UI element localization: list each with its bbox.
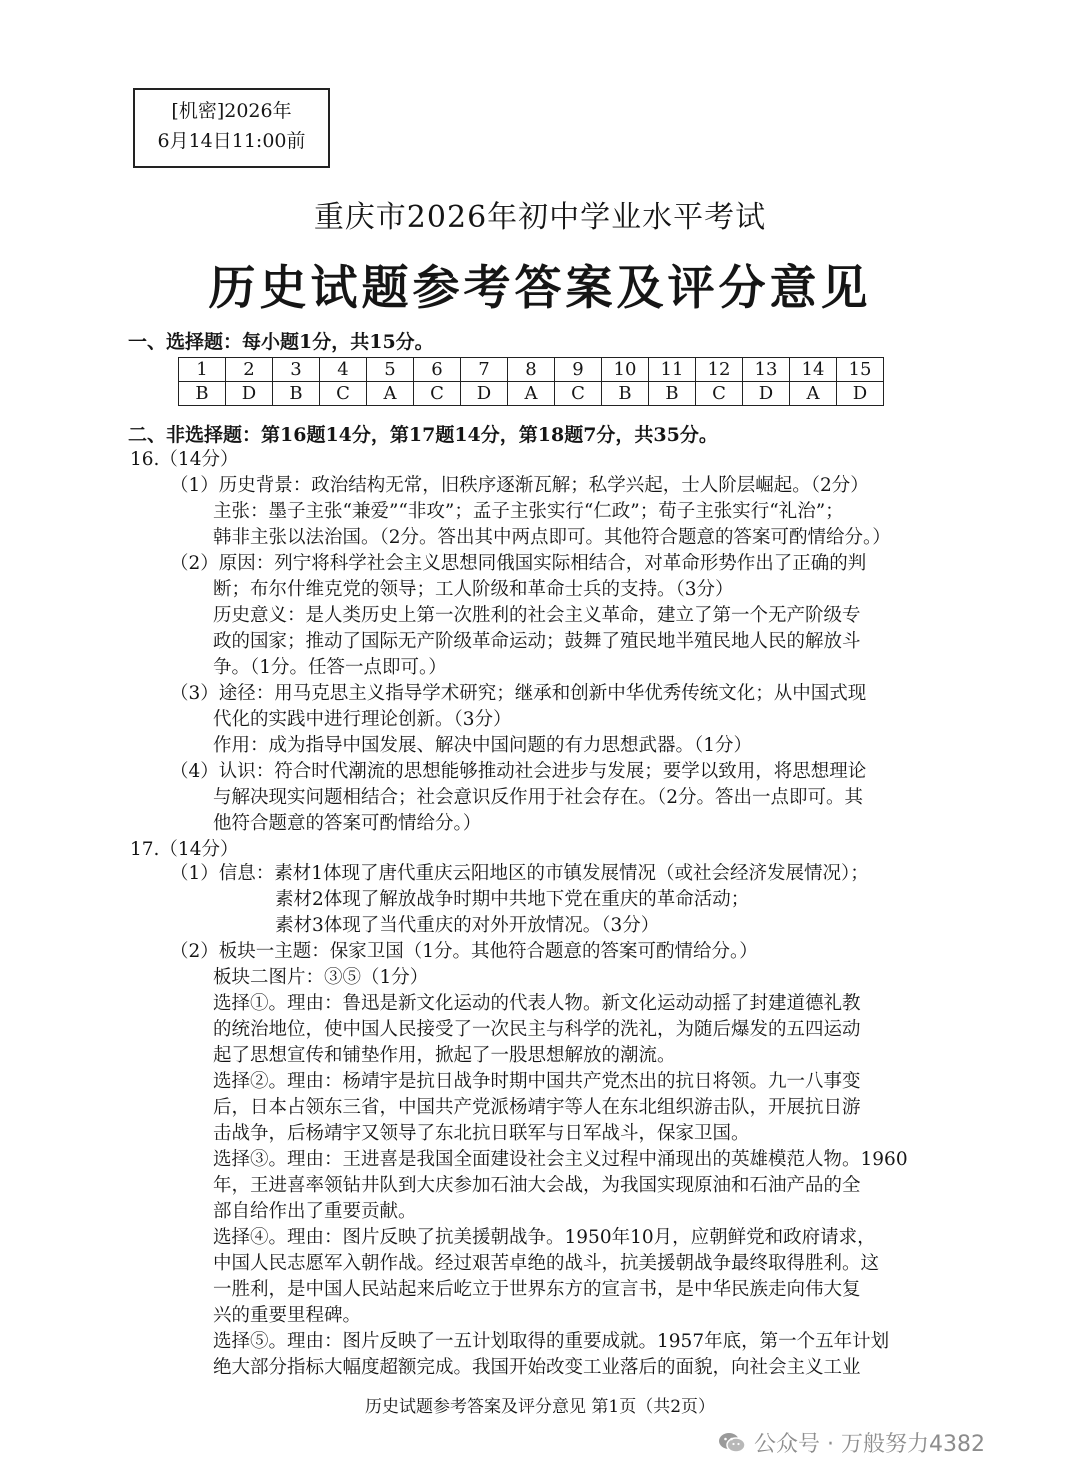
confidential-line-1: [机密]2026年 [171, 100, 292, 122]
answer-table-number-cell: 5 [367, 358, 414, 382]
q17-choice3-line3: 部自给作出了重要贡献。 [213, 1201, 417, 1222]
document-title: 历史试题参考答案及评分意见 [208, 261, 872, 316]
confidential-stamp-box [133, 88, 330, 168]
page-footer: 历史试题参考答案及评分意见 第1页（共2页） [364, 1397, 716, 1417]
answer-table-answer-cell: D [743, 382, 790, 406]
q17-choice4-line1: 选择④。理由：图片反映了抗美援朝战争。1950年10月，应朝鲜党和政府请求， [213, 1227, 876, 1248]
q17-part2-line1: （2）板块一主题：保家卫国（1分。其他符合题意的答案可酌情给分。） [170, 941, 758, 962]
answer-table-answer-cell: C [414, 382, 461, 406]
answer-table-answer-cell: C [555, 382, 602, 406]
q17-part1-line1: （1）信息：素材1体现了唐代重庆云阳地区的市镇发展情况（或社会经济发展情况）； [170, 863, 869, 884]
q17-part1-line3: 素材3体现了当代重庆的对外开放情况。（3分） [275, 915, 660, 936]
section-1-heading: 一、选择题：每小题1分，共15分。 [128, 331, 434, 353]
q17-choice4-line3: 一胜利，是中国人民站起来后屹立于世界东方的宣言书，是中华民族走向伟大复 [213, 1279, 861, 1300]
answer-table-number-cell: 1 [179, 358, 226, 382]
answer-table-number-cell: 7 [461, 358, 508, 382]
answer-table-number-cell: 8 [508, 358, 555, 382]
q17-choice5-line1: 选择⑤。理由：图片反映了一五计划取得的重要成就。1957年底，第一个五年计划 [213, 1331, 890, 1352]
answer-table-answer-cell: C [320, 382, 367, 406]
answer-table-answer-cell: C [696, 382, 743, 406]
q17-part1-line2: 素材2体现了解放战争时期中共地下党在重庆的革命活动； [275, 889, 750, 910]
confidential-line-2: 6月14日11:00前 [157, 130, 306, 152]
answer-table-number-cell: 3 [273, 358, 320, 382]
q16-part2-line1: （2）原因：列宁将科学社会主义思想同俄国实际相结合，对革命形势作出了正确的判 [170, 553, 867, 574]
answer-table-answer-cell: B [273, 382, 320, 406]
q17-choice2-line3: 击战争，后杨靖宇又领导了东北抗日联军与日军战斗，保家卫国。 [213, 1123, 750, 1144]
exam-title: 重庆市2026年初中学业水平考试 [313, 200, 767, 235]
q16-part4-line2: 与解决现实问题相结合；社会意识反作用于社会存在。（2分。答出一点即可。其 [213, 787, 864, 808]
q16-part4-line3: 他符合题意的答案可酌情给分。） [213, 813, 482, 834]
wechat-icon [718, 1431, 746, 1455]
q16-part4-line1: （4）认识：符合时代潮流的思想能够推动社会进步与发展；要学以致用，将思想理论 [170, 761, 867, 782]
q16-part2-line3: 历史意义：是人类历史上第一次胜利的社会主义革命，建立了第一个无产阶级专 [213, 605, 861, 626]
answer-table-number-cell: 13 [743, 358, 790, 382]
answer-table-number-cell: 10 [602, 358, 649, 382]
answer-table-answer-cell: D [226, 382, 273, 406]
q17-choice4-line4: 兴的重要里程碑。 [213, 1305, 362, 1326]
answer-table-answer-cell: D [837, 382, 884, 406]
answer-table-answer-cell: B [179, 382, 226, 406]
q17-choice1-line2: 的统治地位，使中国人民接受了一次民主与科学的洗礼，为随后爆发的五四运动 [213, 1019, 861, 1040]
q17-choice2-line1: 选择②。理由：杨靖宇是抗日战争时期中国共产党杰出的抗日将领。九一八事变 [213, 1071, 861, 1092]
q17-choice3-line2: 年，王进喜率领钻井队到大庆参加石油大会战，为我国实现原油和石油产品的全 [213, 1175, 861, 1196]
q17-header: 17.（14分） [130, 839, 239, 860]
answer-table-number-cell: 15 [837, 358, 884, 382]
answer-table-answer-cell: B [649, 382, 696, 406]
answer-table-answer-cell: A [367, 382, 414, 406]
answer-table-number-cell: 12 [696, 358, 743, 382]
answer-table-answer-row [179, 382, 884, 406]
q16-part2-line4: 政的国家；推动了国际无产阶级革命运动；鼓舞了殖民地半殖民地人民的解放斗 [213, 631, 861, 652]
wechat-watermark [718, 1427, 985, 1458]
q16-part1-line2: 主张：墨子主张“兼爱”“非攻”；孟子主张实行“仁政”；荀子主张实行“礼治”； [213, 501, 844, 522]
answer-table-number-cell: 14 [790, 358, 837, 382]
answer-table-number-cell: 9 [555, 358, 602, 382]
q17-choice1-line3: 起了思想宣传和铺垫作用，掀起了一股思想解放的潮流。 [213, 1045, 676, 1066]
q16-part2-line2: 断；布尔什维克党的领导；工人阶级和革命士兵的支持。（3分） [213, 579, 734, 600]
q17-choice4-line2: 中国人民志愿军入朝作战。经过艰苦卓绝的战斗，抗美援朝战争最终取得胜利。这 [213, 1253, 880, 1274]
q16-part1-line1: （1）历史背景：政治结构无常，旧秩序逐渐瓦解；私学兴起，士人阶层崛起。（2分） [170, 475, 869, 496]
q16-part1-line3: 韩非主张以法治国。（2分。答出其中两点即可。其他符合题意的答案可酌情给分。） [213, 527, 891, 548]
answer-table-answer-cell: A [508, 382, 555, 406]
q16-header: 16.（14分） [130, 449, 239, 470]
answer-table-number-cell: 6 [414, 358, 461, 382]
watermark-text: 公众号 · 万般努力4382 [754, 1432, 985, 1457]
answer-table-answer-cell: D [461, 382, 508, 406]
q16-part2-line5: 争。（1分。任答一点即可。） [213, 657, 447, 678]
answer-table-answer-cell: A [790, 382, 837, 406]
answer-table-number-cell: 4 [320, 358, 367, 382]
q16-part3-line3: 作用：成为指导中国发展、解决中国问题的有力思想武器。（1分） [213, 735, 753, 756]
q17-choice3-line1: 选择③。理由：王进喜是我国全面建设社会主义过程中涌现出的英雄模范人物。1960 [213, 1149, 908, 1170]
q17-choice1-line1: 选择①。理由：鲁迅是新文化运动的代表人物。新文化运动动摇了封建道德礼教 [213, 993, 861, 1014]
answer-table-number-row [179, 358, 884, 382]
q16-part3-line2: 代化的实践中进行理论创新。（3分） [213, 709, 512, 730]
section-2-heading: 二、非选择题：第16题14分，第17题14分，第18题7分，共35分。 [128, 424, 718, 446]
q17-part2-line2: 板块二图片：③⑤（1分） [213, 967, 429, 988]
q17-choice2-line2: 后，日本占领东三省，中国共产党派杨靖宇等人在东北组织游击队，开展抗日游 [213, 1097, 861, 1118]
answer-table-number-cell: 11 [649, 358, 696, 382]
q16-part3-line1: （3）途径：用马克思主义指导学术研究；继承和创新中华优秀传统文化；从中国式现 [170, 683, 867, 704]
answer-table-answer-cell: B [602, 382, 649, 406]
answer-table [178, 357, 884, 406]
q17-choice5-line2: 绝大部分指标大幅度超额完成。我国开始改变工业落后的面貌，向社会主义工业 [213, 1357, 861, 1378]
answer-table-number-cell: 2 [226, 358, 273, 382]
